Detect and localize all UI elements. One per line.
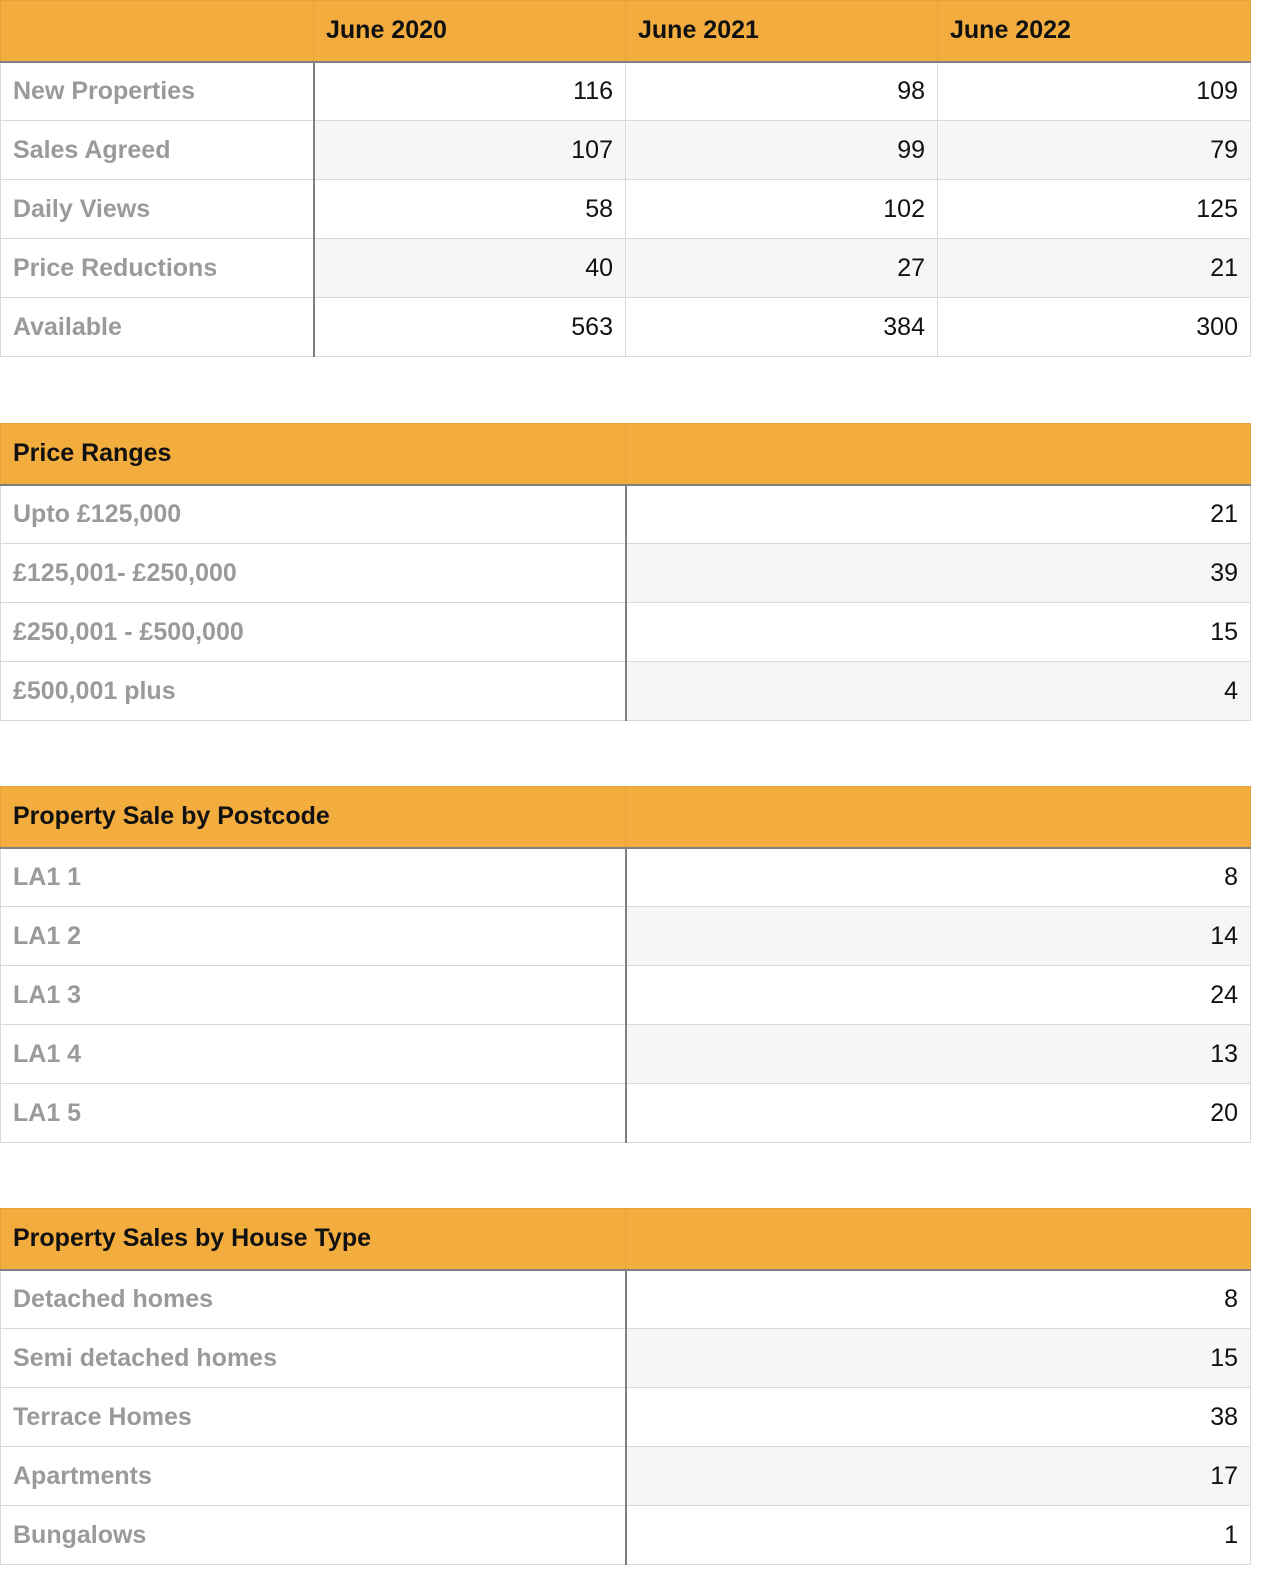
table-row [1, 121, 1251, 180]
row-label[interactable]: £500,001 plus [1, 662, 626, 721]
header-cell-blank[interactable] [1, 1, 314, 62]
postcode-sales-table [0, 786, 1251, 1143]
value-cell[interactable]: 20 [626, 1084, 1251, 1143]
row-label[interactable]: LA1 1 [1, 848, 626, 907]
table-row [1, 1447, 1251, 1506]
table-row [1, 1270, 1251, 1329]
value-cell[interactable]: 563 [314, 298, 626, 357]
value-cell[interactable]: 21 [626, 485, 1251, 544]
header-row [1, 1209, 1251, 1270]
header-cell-june-2020[interactable]: June 2020 [314, 1, 626, 62]
row-label[interactable]: New Properties [1, 62, 314, 121]
header-row [1, 424, 1251, 485]
table-row [1, 180, 1251, 239]
value-cell[interactable]: 21 [938, 239, 1251, 298]
value-cell[interactable]: 116 [314, 62, 626, 121]
row-label[interactable]: Terrace Homes [1, 1388, 626, 1447]
value-cell[interactable]: 300 [938, 298, 1251, 357]
table-row [1, 966, 1251, 1025]
table-row [1, 1388, 1251, 1447]
table-row [1, 662, 1251, 721]
value-cell[interactable]: 79 [938, 121, 1251, 180]
value-cell[interactable]: 4 [626, 662, 1251, 721]
price-ranges-table [0, 423, 1251, 721]
header-cell-blank[interactable] [626, 1209, 1251, 1270]
value-cell[interactable]: 58 [314, 180, 626, 239]
value-cell[interactable]: 17 [626, 1447, 1251, 1506]
row-label[interactable]: Available [1, 298, 314, 357]
row-label[interactable]: Upto £125,000 [1, 485, 626, 544]
header-cell-june-2021[interactable]: June 2021 [626, 1, 938, 62]
house-type-sales-table [0, 1208, 1251, 1565]
value-cell[interactable]: 13 [626, 1025, 1251, 1084]
table-row [1, 603, 1251, 662]
row-label[interactable]: Price Reductions [1, 239, 314, 298]
row-label[interactable]: Bungalows [1, 1506, 626, 1565]
row-label[interactable]: Sales Agreed [1, 121, 314, 180]
table-title[interactable]: Property Sales by House Type [1, 1209, 626, 1270]
header-cell-june-2022[interactable]: June 2022 [938, 1, 1251, 62]
table-title[interactable]: Property Sale by Postcode [1, 787, 626, 848]
table-row [1, 907, 1251, 966]
table-row [1, 1084, 1251, 1143]
header-cell-blank[interactable] [626, 424, 1251, 485]
table-row [1, 485, 1251, 544]
row-label[interactable]: LA1 5 [1, 1084, 626, 1143]
header-row [1, 1, 1251, 62]
row-label[interactable]: £250,001 - £500,000 [1, 603, 626, 662]
value-cell[interactable]: 1 [626, 1506, 1251, 1565]
row-label[interactable]: £125,001- £250,000 [1, 544, 626, 603]
value-cell[interactable]: 27 [626, 239, 938, 298]
value-cell[interactable]: 109 [938, 62, 1251, 121]
value-cell[interactable]: 384 [626, 298, 938, 357]
value-cell[interactable]: 15 [626, 603, 1251, 662]
value-cell[interactable]: 24 [626, 966, 1251, 1025]
value-cell[interactable]: 39 [626, 544, 1251, 603]
row-label[interactable]: Apartments [1, 1447, 626, 1506]
value-cell[interactable]: 15 [626, 1329, 1251, 1388]
table-row [1, 848, 1251, 907]
value-cell[interactable]: 14 [626, 907, 1251, 966]
header-row [1, 787, 1251, 848]
row-label[interactable]: Detached homes [1, 1270, 626, 1329]
table-row [1, 544, 1251, 603]
row-label[interactable]: Semi detached homes [1, 1329, 626, 1388]
value-cell[interactable]: 102 [626, 180, 938, 239]
table-row [1, 1506, 1251, 1565]
value-cell[interactable]: 38 [626, 1388, 1251, 1447]
value-cell[interactable]: 8 [626, 848, 1251, 907]
value-cell[interactable]: 40 [314, 239, 626, 298]
table-row [1, 62, 1251, 121]
market-summary-table [0, 0, 1251, 357]
table-row [1, 239, 1251, 298]
value-cell[interactable]: 107 [314, 121, 626, 180]
row-label[interactable]: Daily Views [1, 180, 314, 239]
table-row [1, 1329, 1251, 1388]
table-row [1, 298, 1251, 357]
table-row [1, 1025, 1251, 1084]
table-title[interactable]: Price Ranges [1, 424, 626, 485]
value-cell[interactable]: 98 [626, 62, 938, 121]
row-label[interactable]: LA1 2 [1, 907, 626, 966]
value-cell[interactable]: 125 [938, 180, 1251, 239]
header-cell-blank[interactable] [626, 787, 1251, 848]
value-cell[interactable]: 99 [626, 121, 938, 180]
row-label[interactable]: LA1 4 [1, 1025, 626, 1084]
value-cell[interactable]: 8 [626, 1270, 1251, 1329]
row-label[interactable]: LA1 3 [1, 966, 626, 1025]
